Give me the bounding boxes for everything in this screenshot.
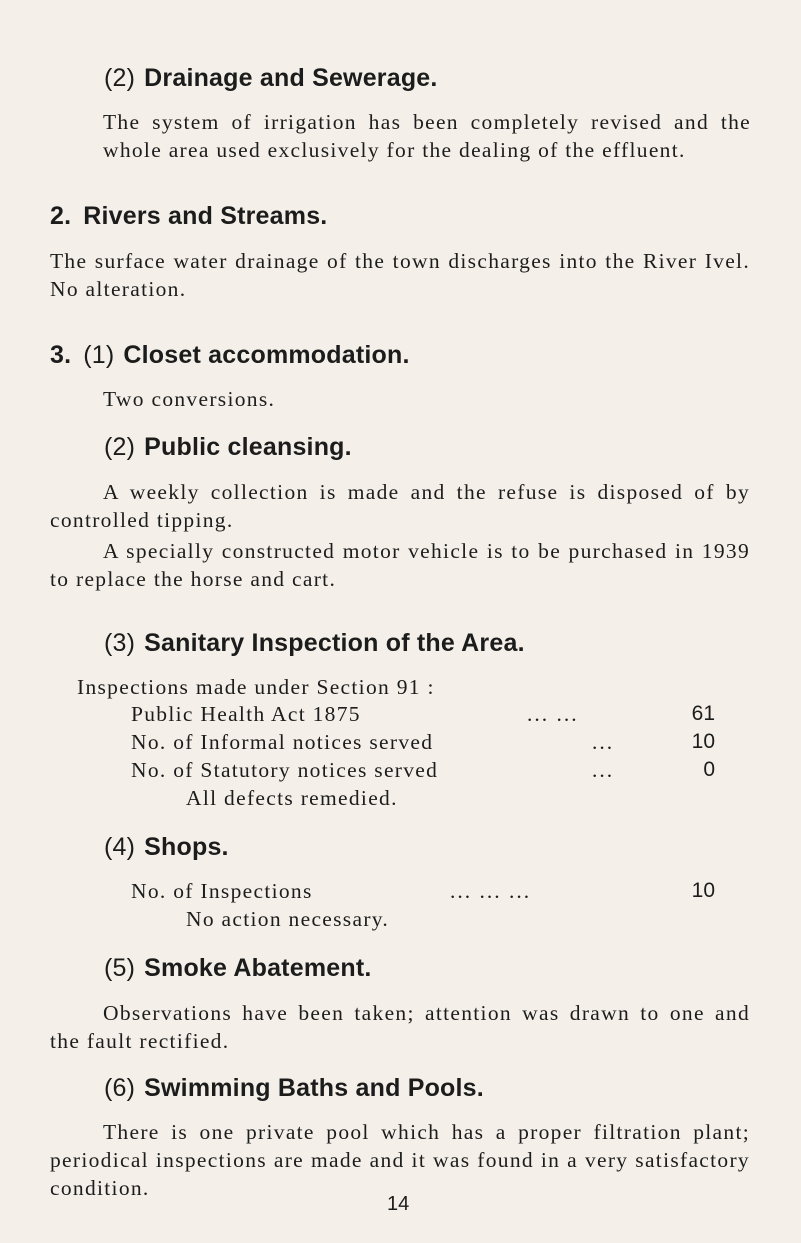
inspection-row — [131, 730, 715, 758]
section-heading-rivers — [50, 202, 327, 231]
section-title: Public cleansing. — [144, 433, 352, 461]
section-body-drainage: The system of irrigation has been completely revised and the whole area used exclusively for the dealing of the effluent. — [103, 110, 751, 162]
shops-note: No action necessary. — [186, 907, 390, 931]
section-number: (6) — [104, 1074, 136, 1102]
section-body-cleansing-2: A specially constructed motor vehicle is to be purchased in 1939 to replace the horse and cart. — [50, 539, 750, 591]
section-number: (2) — [104, 64, 136, 92]
section-number-main: 3. — [50, 341, 72, 369]
section-number: (3) — [104, 629, 136, 657]
section-heading-shops — [104, 833, 229, 862]
section-number: 2. — [50, 202, 72, 230]
shops-row — [131, 879, 715, 907]
section-title: Smoke Abatement. — [144, 954, 372, 982]
section-number: (1) — [83, 341, 115, 369]
section-heading-swimming — [104, 1074, 484, 1103]
section-body-swimming: There is one private pool which has a proper filtration plant; periodical inspections are made and it was found in a very satisfactory condition. — [50, 1120, 750, 1200]
row-label: No. of Inspections — [131, 879, 313, 903]
row-label: No. of Informal notices served — [131, 730, 434, 754]
section-body-cleansing-1: A weekly collection is made and the refuse is disposed of by controlled tipping. — [50, 480, 750, 532]
row-leader-dots: ... ... — [527, 702, 579, 726]
section-number: (5) — [104, 954, 136, 982]
row-value: 10 — [691, 730, 715, 753]
inspection-row — [131, 702, 715, 730]
section-number: (4) — [104, 833, 136, 861]
row-leader-dots: ... ... ... — [450, 879, 532, 903]
row-leader-dots: ... — [592, 730, 615, 754]
page-number: 14 — [387, 1193, 410, 1215]
section-title: Closet accommodation. — [123, 341, 410, 369]
section-title: Swimming Baths and Pools. — [144, 1074, 484, 1102]
section-title: Rivers and Streams. — [83, 202, 328, 230]
section-heading-smoke — [104, 954, 372, 983]
section-heading-inspection — [104, 629, 525, 658]
section-body-rivers: The surface water drainage of the town discharges into the River Ivel. No alteration. — [50, 249, 750, 301]
section-heading-closet — [50, 341, 410, 370]
row-leader-dots: ... — [592, 758, 615, 782]
section-heading-cleansing — [104, 433, 352, 462]
row-value: 0 — [703, 758, 715, 781]
section-number: (2) — [104, 433, 136, 461]
inspection-note: All defects remedied. — [186, 786, 398, 810]
section-heading-drainage — [104, 64, 438, 93]
section-title: Shops. — [144, 833, 229, 861]
row-value: 10 — [691, 879, 715, 902]
section-title: Drainage and Sewerage. — [144, 64, 438, 92]
row-label: Public Health Act 1875 — [131, 702, 361, 726]
row-value: 61 — [691, 702, 715, 725]
row-label: No. of Statutory notices served — [131, 758, 439, 782]
inspection-intro: Inspections made under Section 91 : — [77, 675, 435, 699]
inspection-row — [131, 758, 715, 786]
section-body-closet: Two conversions. — [103, 387, 276, 411]
section-title: Sanitary Inspection of the Area. — [144, 629, 525, 657]
section-body-smoke: Observations have been taken; attention was drawn to one and the fault rectified. — [50, 1001, 750, 1053]
